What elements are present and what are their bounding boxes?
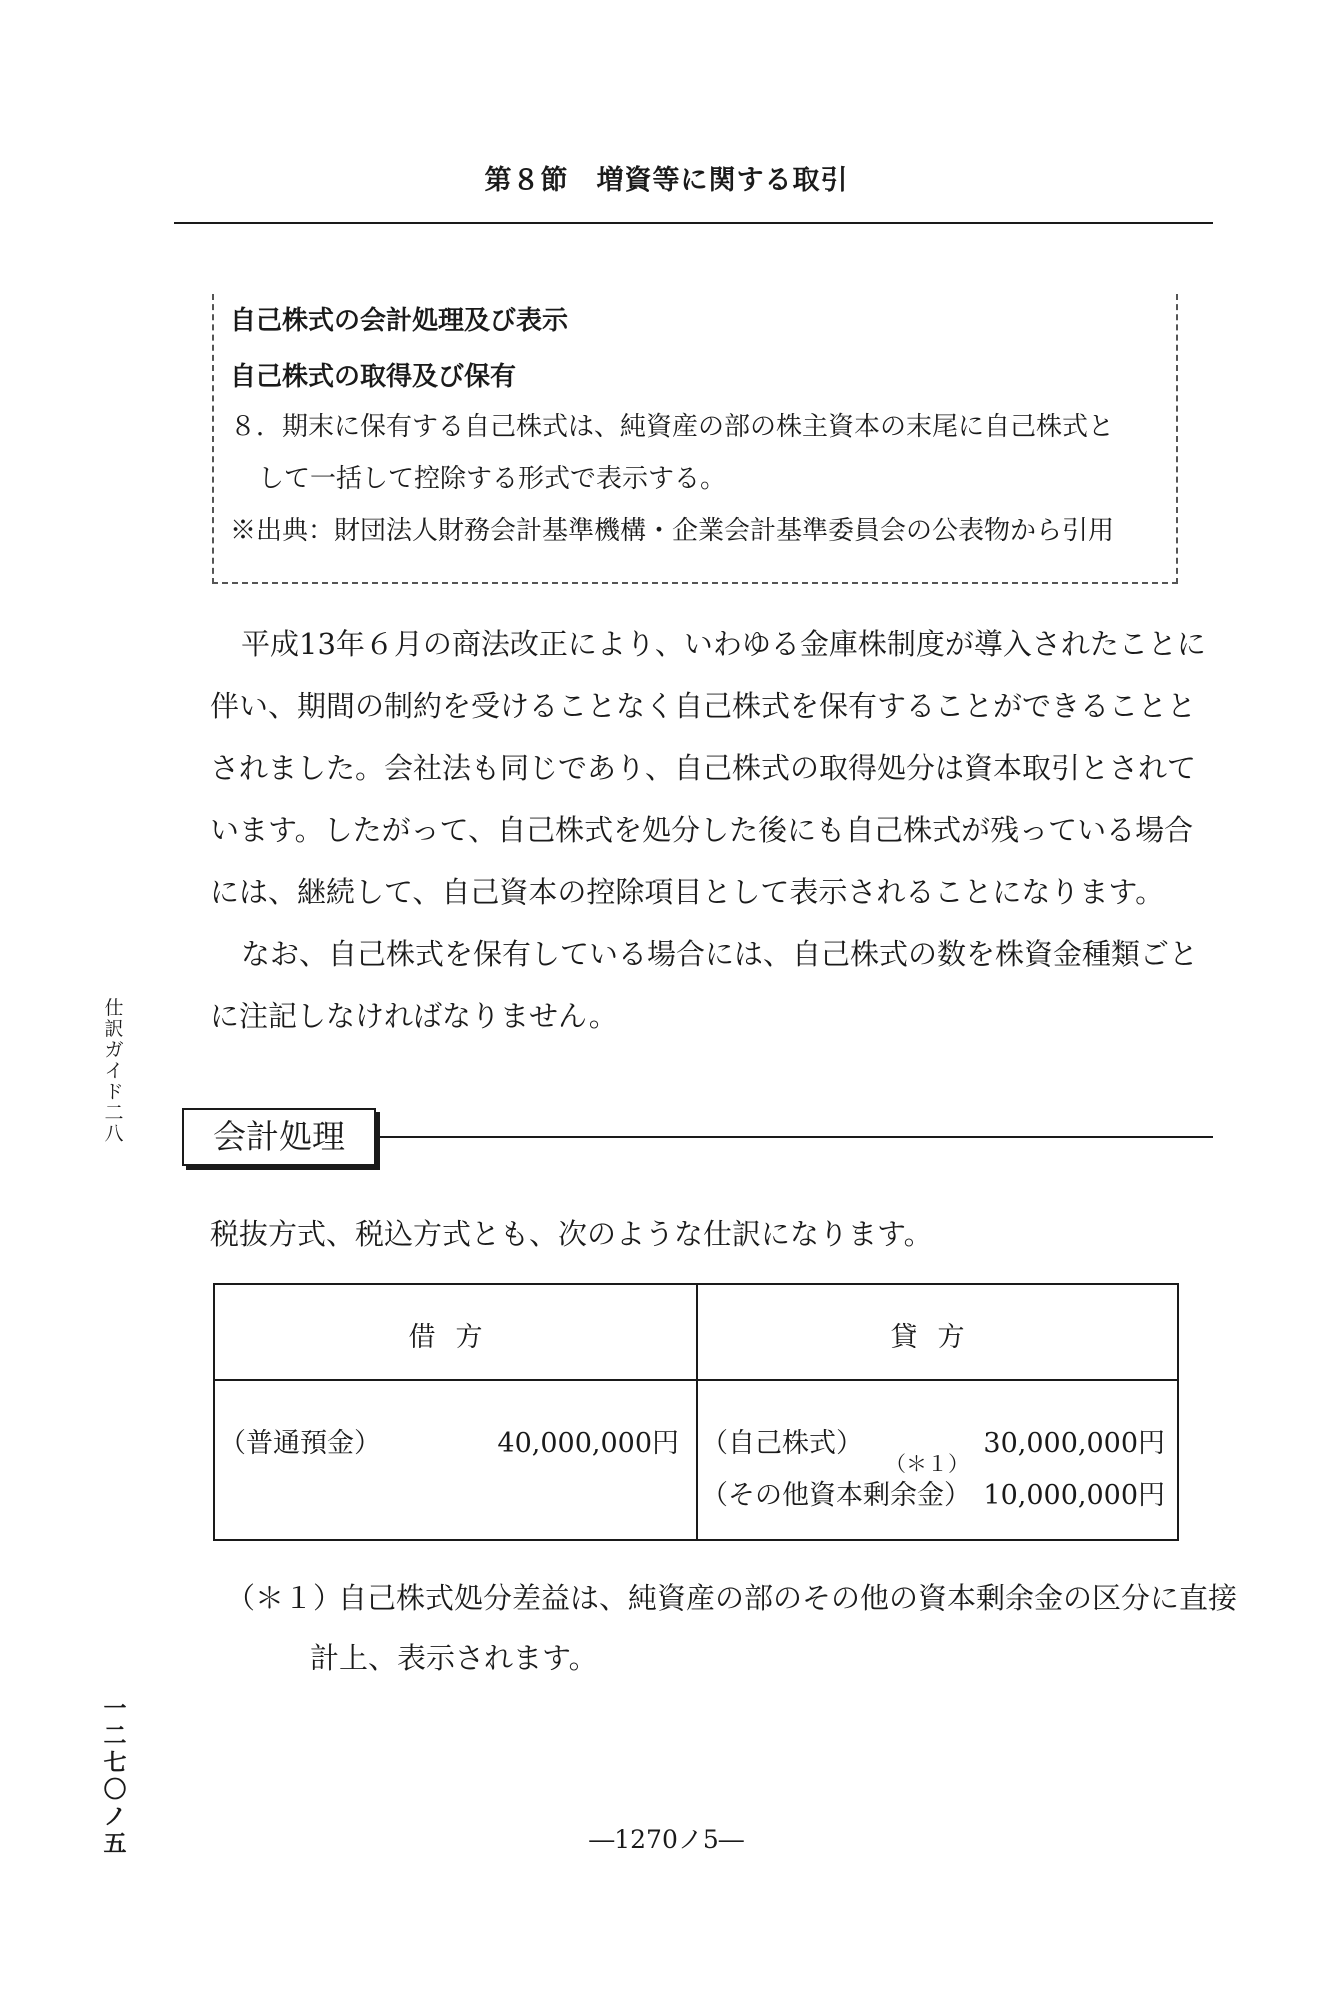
credit-amount-2: 10,000,000円 xyxy=(983,1480,1165,1511)
paragraph-1-line-3: されました。会社法も同じであり、自己株式の取得処分は資本取引とされて xyxy=(210,751,1197,785)
debit-amount: 40,000,000円 xyxy=(497,1428,679,1459)
credit-amount-1: 30,000,000円 xyxy=(983,1428,1165,1459)
quote-item-line-1: ８．期末に保有する自己株式は、純資産の部の株主資本の末尾に自己株式と xyxy=(230,412,1115,442)
credit-account-2: （その他資本剰余金） xyxy=(701,1480,971,1511)
paragraph-2-line-1: なお、自己株式を保有している場合には、自己株式の数を株資金種類ごと xyxy=(241,937,1199,971)
section-heading: 会計処理 xyxy=(182,1108,376,1166)
credit-account-1: （自己株式） xyxy=(701,1428,863,1459)
journal-entry-table xyxy=(213,1283,1179,1541)
section-divider xyxy=(380,1136,1213,1138)
credit-header: 貸方 xyxy=(890,1322,985,1353)
page-title: 第８節 増資等に関する取引 xyxy=(484,165,849,196)
paragraph-1-line-2: 伴い、期間の制約を受けることなく自己株式を保有することができることと xyxy=(210,689,1197,723)
side-label-guide: 仕訳ガイド二八 xyxy=(104,997,124,1145)
section-intro: 税抜方式、税込方式とも、次のような仕訳になります。 xyxy=(210,1217,933,1251)
quote-item-line-2: して一括して控除する形式で表示する。 xyxy=(258,464,727,494)
quote-heading-2: 自己株式の取得及び保有 xyxy=(230,362,517,392)
debit-account: （普通預金） xyxy=(219,1428,381,1459)
side-label-page: 一二七〇ノ五 xyxy=(103,1695,127,1857)
header-divider xyxy=(174,222,1213,224)
footnote-line-2: 計上、表示されます。 xyxy=(310,1641,598,1675)
paragraph-1-line-1: 平成13年６月の商法改正により、いわゆる金庫株制度が導入されたことに xyxy=(241,627,1206,661)
footnote-line-1: 自己株式処分差益は、純資産の部のその他の資本剰余金の区分に直接 xyxy=(338,1581,1238,1615)
debit-header: 借方 xyxy=(408,1322,503,1353)
table-row-divider xyxy=(215,1379,1177,1381)
paragraph-2-line-2: に注記しなければなりません。 xyxy=(210,999,618,1033)
quote-source: ※出典：財団法人財務会計基準機構・企業会計基準委員会の公表物から引用 xyxy=(230,516,1115,546)
paragraph-1-line-4: います。したがって、自己株式を処分した後にも自己株式が残っている場合 xyxy=(210,813,1194,847)
paragraph-1-line-5: には、継続して、自己資本の控除項目として表示されることになります。 xyxy=(210,875,1165,909)
quoted-standard-box xyxy=(212,294,1178,584)
footnote-mark: （＊１） xyxy=(226,1581,343,1615)
page-number: ―1270ノ5― xyxy=(589,1825,744,1854)
credit-note-mark: （＊１） xyxy=(885,1452,969,1476)
quote-heading-1: 自己株式の会計処理及び表示 xyxy=(230,306,569,336)
